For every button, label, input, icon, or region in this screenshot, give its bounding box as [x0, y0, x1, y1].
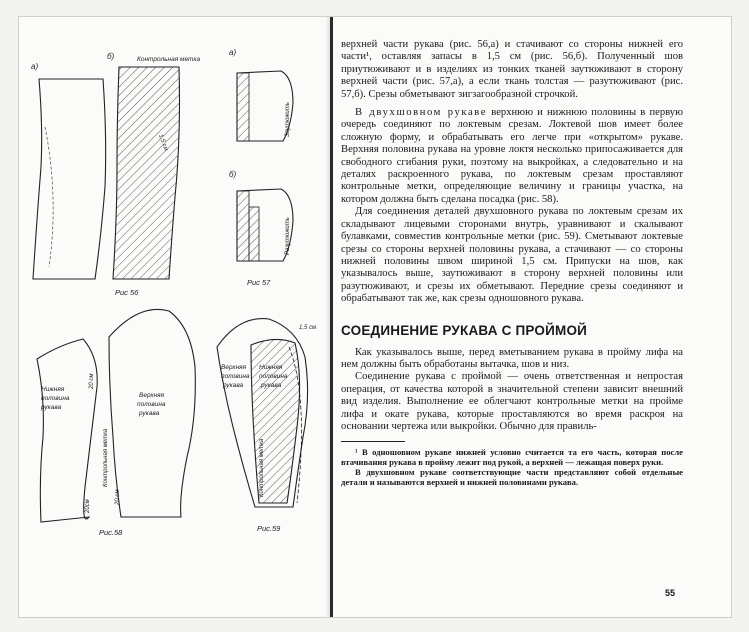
fig59-caption: Рис.59 — [257, 524, 281, 533]
footnote-rule — [341, 441, 405, 442]
fig58-upper-half-line3: рукава — [139, 410, 160, 417]
fig59-upper-half-line1: Верхняя — [221, 364, 247, 371]
figure-56 — [31, 52, 200, 297]
fig58-caption: Рис.58 — [99, 528, 123, 537]
fig56-left-piece — [33, 79, 106, 279]
paragraph-4: Как указывалось выше, перед вметыванием рукава в пройму лифа на нем должны быть обработаны вытачка, шов и низ. — [341, 346, 683, 370]
fig59-lower-half-line1: Нижняя — [259, 364, 283, 371]
paragraph-2-body: верхнюю и нижнюю половины в первую очередь соединяют по локтевым срезам. Локтевой шов имеет более сложную форму, и обрабатывать его легче при «открытом» рукаве. Верхняя половина рукава на уровне локтя несколько припосаживается для свободного сгибания руки, поэтому на выкройках, а следовательно и на деталях раскроенного рукава, по локтевым срезам проставляют контрольные метки, определяющие величину и границы участка, на котором должна быть сделана посадка (рис. 58). — [341, 107, 683, 205]
figures-column — [19, 17, 325, 617]
fig56-caption: Рис 56 — [115, 288, 139, 297]
figure-57 — [229, 48, 293, 287]
fig57-label-b: Разутюжить — [285, 217, 291, 255]
fig57-part-b-label: б) — [229, 170, 237, 179]
fig58-label-20b: 20см — [85, 499, 91, 513]
fig59-lower-half-line3: рукава — [261, 382, 282, 389]
paragraph-5: Соединение рукава с проймой — очень ответственная и непростая операция, от качества которой в значительной степени зависит внешний вид изделия. Выполнение ее облегчают контрольные метки на пройме лифа и окате рукава, которые проставляются во время раскроя на основании чертежа или выкройки. Обычно для правиль- — [341, 371, 683, 432]
fig58-lower-half-line3: рукава — [41, 404, 62, 411]
paragraph-2 — [341, 107, 683, 206]
fig57-label-a: Заутюжить — [285, 102, 291, 137]
fig59-allowance: 1,5 см — [299, 325, 317, 331]
paragraph-1: верхней части рукава (рис. 56,а) и стачивают со стороны нижней его части¹, оставляя запасы в 1,5 см (рис. 56,б). Полученный шов приутюживают и в изделиях из тонких тканей заутюживают в сторону верхней части (рис. 57,а), а если ткань толстая — разутюживают (рис. 57,б). Срезы обметывают зигзагообразной строчкой. — [341, 39, 683, 100]
paragraph-2-lead: В двухшовном рукаве — [355, 107, 488, 119]
fig57-part-a-label: а) — [229, 48, 237, 57]
fig56-control-marks: Контрольная метка — [137, 56, 201, 63]
fig59-lower-half-line2: половина — [259, 373, 288, 380]
figure-58 — [37, 309, 195, 537]
book-page-spread — [18, 16, 732, 618]
footnote-2: В двухшовном рукаве соответствующие части представляют собой отдельные детали и называются верхней и нижней половинами рукава. — [341, 467, 683, 488]
fig58-lower-half-line1: Нижняя — [41, 386, 65, 393]
sleeve-pattern-figures — [19, 17, 325, 617]
fig56-part-a-label: а) — [31, 62, 39, 71]
fig57-caption: Рис 57 — [247, 278, 271, 287]
fig56-allowance: 1,5 см — [157, 133, 169, 152]
fig58-lower-half — [37, 339, 97, 522]
fig56-part-b-label: б) — [107, 52, 115, 61]
page-number: 55 — [665, 588, 676, 598]
fig58-label-control: Контрольная метка — [103, 428, 109, 487]
fig58-label-20a: 20 см — [89, 373, 95, 389]
section-heading: СОЕДИНЕНИЕ РУКАВА С ПРОЙМОЙ — [341, 322, 588, 338]
text-column — [341, 39, 683, 487]
paragraph-3: Для соединения деталей двухшовного рукава по локтевым срезам их складывают лицевыми сторонами внутрь, уравнивают и скалывают булавками, совместив контрольные метки (рис. 59). Сметывают локтевые срезы со стороны верхней половины рукава, а стачивают — со стороны нижней половины швом шириной 1,5 см. Припуски на шов, как указывалось выше, заутюживают в сторону верхней половины или разутюживают, и срезы их обметывают. Передние срезы соединяют и обрабатывают так же, как срезы одношовного рукава. — [341, 206, 683, 305]
fig58-upper-half-line1: Верхняя — [139, 392, 165, 399]
fig58-label-20c: 20 см — [115, 489, 121, 505]
figure-59 — [217, 319, 316, 533]
fig59-upper-half-line3: рукава — [223, 382, 244, 389]
footnote-1: ¹ В одношовном рукаве нижней условно считается та его часть, которая после втачивания рукава в пройму лежит под рукой, а верхней — лежащая поверх руки. — [341, 447, 683, 468]
fig59-label-control: Контрольная метка — [259, 438, 265, 497]
page-gutter — [330, 17, 333, 617]
fig56-hatched-piece — [113, 67, 180, 279]
fig58-upper-half-line2: половина — [137, 401, 166, 408]
fig59-upper-half-line2: половина — [221, 373, 250, 380]
fig58-lower-half-line2: половина — [41, 395, 70, 402]
